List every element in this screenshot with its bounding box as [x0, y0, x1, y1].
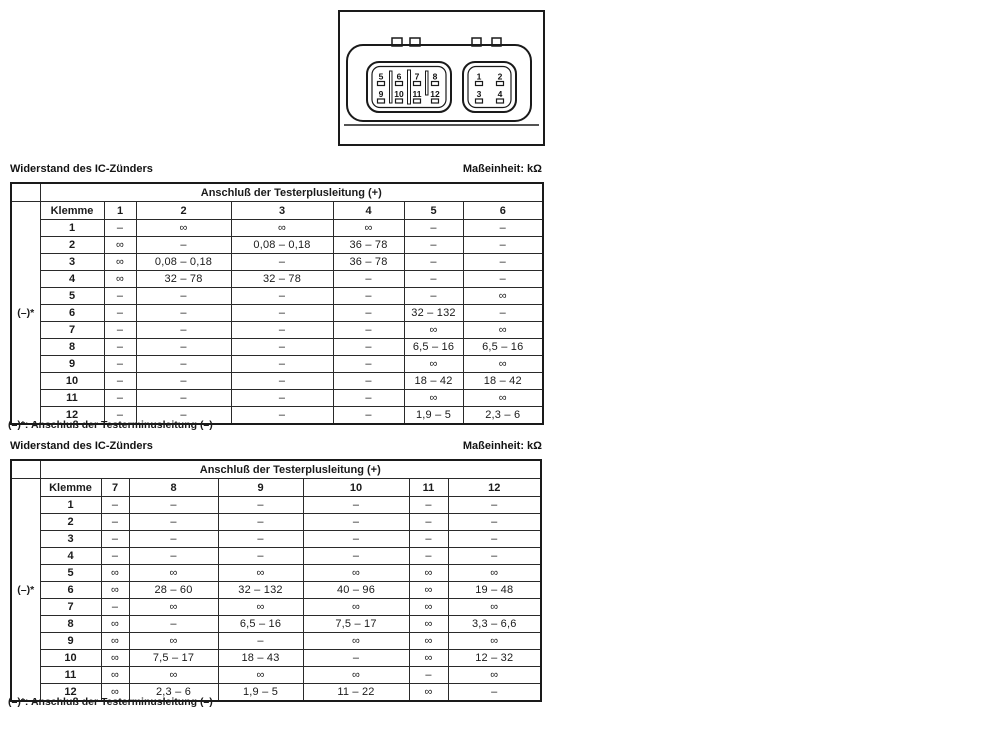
value-cell: 2,3 – 6	[129, 684, 218, 702]
value-cell: –	[218, 497, 303, 514]
value-cell: 19 – 48	[448, 582, 541, 599]
table1-footnote: (–)*: Anschluß der Testerminusleitung (–)	[8, 419, 213, 431]
column-header: 6	[463, 202, 543, 220]
table-row	[11, 288, 543, 305]
igniter-connector-drawing	[340, 12, 543, 144]
value-cell: 1,9 – 5	[218, 684, 303, 702]
value-cell: 2,3 – 6	[463, 407, 543, 425]
column-header: 4	[333, 202, 404, 220]
corner-cell	[11, 460, 40, 479]
value-cell: ∞	[218, 599, 303, 616]
value-cell: –	[463, 237, 543, 254]
table-row	[11, 548, 541, 565]
section1-title-row	[10, 163, 542, 175]
table-row	[11, 650, 541, 667]
value-cell: ∞	[448, 667, 541, 684]
klemme-cell: 8	[40, 616, 101, 633]
value-cell: –	[333, 390, 404, 407]
resistance-table-2	[10, 459, 542, 702]
klemme-cell: 1	[40, 220, 104, 237]
value-cell: –	[303, 650, 409, 667]
value-cell: ∞	[463, 288, 543, 305]
table-row	[11, 322, 543, 339]
value-cell: –	[136, 407, 231, 425]
value-cell: ∞	[333, 220, 404, 237]
table-row	[11, 305, 543, 322]
value-cell: ∞	[404, 390, 463, 407]
pin-number: 4	[497, 89, 503, 99]
klemme-cell: 6	[40, 582, 101, 599]
table-row	[11, 390, 543, 407]
value-cell: –	[231, 322, 333, 339]
connector-diagram	[338, 10, 545, 146]
pin	[497, 82, 504, 86]
pin-number: 12	[430, 89, 440, 99]
value-cell: –	[129, 514, 218, 531]
value-cell: ∞	[409, 599, 448, 616]
value-cell: –	[104, 305, 136, 322]
value-cell: ∞	[448, 565, 541, 582]
table-row	[11, 633, 541, 650]
pin-number: 7	[414, 71, 420, 82]
column-header: 11	[409, 479, 448, 497]
klemme-cell: 6	[40, 305, 104, 322]
value-cell: –	[129, 531, 218, 548]
value-cell: 7,5 – 17	[129, 650, 218, 667]
value-cell: 3,3 – 6,6	[448, 616, 541, 633]
klemme-cell: 11	[40, 667, 101, 684]
table-row	[11, 271, 543, 288]
value-cell: ∞	[404, 356, 463, 373]
table-row	[11, 373, 543, 390]
pin-number: 5	[378, 71, 384, 82]
value-cell: –	[303, 497, 409, 514]
value-cell: ∞	[101, 633, 129, 650]
value-cell: –	[404, 271, 463, 288]
pin	[396, 82, 403, 86]
resistance-table-1	[10, 182, 544, 425]
value-cell: –	[104, 339, 136, 356]
value-cell: 0,08 – 0,18	[231, 237, 333, 254]
klemme-cell: 4	[40, 548, 101, 565]
span-header-row	[11, 183, 543, 202]
value-cell: –	[101, 531, 129, 548]
pin-number: 6	[396, 71, 402, 82]
value-cell: 32 – 132	[404, 305, 463, 322]
value-cell: ∞	[404, 322, 463, 339]
pin-number: 11	[412, 89, 422, 99]
value-cell: 11 – 22	[303, 684, 409, 702]
column-header-row	[11, 202, 543, 220]
klemme-cell: 5	[40, 288, 104, 305]
value-cell: 36 – 78	[333, 237, 404, 254]
value-cell: –	[231, 390, 333, 407]
value-cell: –	[129, 497, 218, 514]
pin	[414, 99, 421, 103]
value-cell: –	[136, 237, 231, 254]
span-header: Anschluß der Testerplusleitung (+)	[40, 183, 543, 202]
value-cell: –	[104, 288, 136, 305]
value-cell: –	[129, 616, 218, 633]
value-cell: –	[231, 407, 333, 425]
value-cell: 7,5 – 17	[303, 616, 409, 633]
value-cell: –	[409, 497, 448, 514]
column-header: 3	[231, 202, 333, 220]
value-cell: –	[333, 288, 404, 305]
klemme-cell: 12	[40, 407, 104, 425]
value-cell: 6,5 – 16	[463, 339, 543, 356]
value-cell: 18 – 42	[463, 373, 543, 390]
column-header: 5	[404, 202, 463, 220]
table-row	[11, 582, 541, 599]
value-cell: –	[231, 373, 333, 390]
section2-unit: Maßeinheit: kΩ	[462, 440, 542, 452]
key-slot	[408, 70, 411, 104]
tester-minus-label: (–)*	[11, 202, 40, 425]
pin-number: 8	[432, 71, 438, 82]
value-cell: –	[333, 339, 404, 356]
table-row	[11, 497, 541, 514]
column-header: 7	[101, 479, 129, 497]
value-cell: 0,08 – 0,18	[136, 254, 231, 271]
klemme-cell: 1	[40, 497, 101, 514]
value-cell: ∞	[101, 667, 129, 684]
klemme-cell: 9	[40, 633, 101, 650]
pin	[414, 82, 421, 86]
table-row	[11, 599, 541, 616]
value-cell: –	[409, 531, 448, 548]
value-cell: –	[136, 305, 231, 322]
klemme-cell: 11	[40, 390, 104, 407]
pin-number: 3	[476, 89, 482, 99]
value-cell: –	[104, 373, 136, 390]
value-cell: ∞	[101, 582, 129, 599]
value-cell: –	[231, 356, 333, 373]
value-cell: ∞	[101, 684, 129, 702]
value-cell: –	[101, 497, 129, 514]
value-cell: ∞	[409, 633, 448, 650]
value-cell: 36 – 78	[333, 254, 404, 271]
column-header: 1	[104, 202, 136, 220]
span-header: Anschluß der Testerplusleitung (+)	[40, 460, 541, 479]
corner-cell	[11, 183, 40, 202]
value-cell: 32 – 78	[231, 271, 333, 288]
span-header-row	[11, 460, 541, 479]
value-cell: –	[463, 271, 543, 288]
klemme-cell: 2	[40, 514, 101, 531]
value-cell: –	[104, 322, 136, 339]
pin-number: 9	[378, 89, 384, 99]
value-cell: –	[231, 288, 333, 305]
value-cell: –	[463, 254, 543, 271]
tester-minus-label: (–)*	[11, 479, 40, 702]
value-cell: ∞	[409, 684, 448, 702]
pin	[432, 99, 439, 103]
value-cell: 32 – 78	[136, 271, 231, 288]
value-cell: –	[101, 548, 129, 565]
value-cell: –	[333, 305, 404, 322]
pin	[378, 82, 385, 86]
value-cell: –	[448, 684, 541, 702]
pin	[476, 99, 483, 103]
klemme-cell: 12	[40, 684, 101, 702]
value-cell: –	[409, 514, 448, 531]
value-cell: –	[333, 407, 404, 425]
value-cell: –	[448, 514, 541, 531]
table-row	[11, 616, 541, 633]
section1-title: Widerstand des IC-Zünders	[10, 163, 153, 175]
right-connector-outline	[463, 62, 516, 112]
value-cell: –	[409, 667, 448, 684]
klemme-cell: 3	[40, 531, 101, 548]
value-cell: ∞	[303, 667, 409, 684]
value-cell: –	[303, 514, 409, 531]
value-cell: ∞	[129, 667, 218, 684]
column-header: 10	[303, 479, 409, 497]
value-cell: ∞	[409, 616, 448, 633]
value-cell: –	[218, 514, 303, 531]
value-cell: ∞	[129, 633, 218, 650]
key-slot	[390, 71, 393, 103]
value-cell: –	[333, 373, 404, 390]
value-cell: –	[463, 220, 543, 237]
table-row	[11, 237, 543, 254]
value-cell: –	[218, 531, 303, 548]
value-cell: –	[104, 390, 136, 407]
value-cell: 40 – 96	[303, 582, 409, 599]
klemme-cell: 8	[40, 339, 104, 356]
value-cell: ∞	[231, 220, 333, 237]
value-cell: 6,5 – 16	[404, 339, 463, 356]
value-cell: –	[104, 220, 136, 237]
value-cell: –	[136, 288, 231, 305]
value-cell: –	[101, 514, 129, 531]
klemme-cell: 10	[40, 650, 101, 667]
value-cell: –	[104, 356, 136, 373]
value-cell: ∞	[448, 633, 541, 650]
value-cell: ∞	[463, 322, 543, 339]
value-cell: ∞	[218, 667, 303, 684]
klemme-cell: 7	[40, 322, 104, 339]
value-cell: –	[333, 356, 404, 373]
pin	[476, 82, 483, 86]
value-cell: –	[218, 548, 303, 565]
pin	[432, 82, 439, 86]
klemme-cell: 9	[40, 356, 104, 373]
table-row	[11, 667, 541, 684]
column-header-row	[11, 479, 541, 497]
column-header: 12	[448, 479, 541, 497]
key-slot	[426, 71, 429, 95]
table-row	[11, 220, 543, 237]
value-cell: –	[136, 390, 231, 407]
section2-title: Widerstand des IC-Zünders	[10, 440, 153, 452]
pin-number: 10	[394, 89, 404, 99]
section1-unit: Maßeinheit: kΩ	[462, 163, 542, 175]
value-cell: ∞	[104, 271, 136, 288]
pin	[378, 99, 385, 103]
value-cell: ∞	[218, 565, 303, 582]
row-header: Klemme	[40, 479, 101, 497]
value-cell: –	[404, 288, 463, 305]
value-cell: –	[409, 548, 448, 565]
klemme-cell: 7	[40, 599, 101, 616]
value-cell: –	[136, 322, 231, 339]
value-cell: –	[136, 373, 231, 390]
value-cell: ∞	[129, 599, 218, 616]
value-cell: –	[231, 305, 333, 322]
value-cell: –	[218, 633, 303, 650]
value-cell: 6,5 – 16	[218, 616, 303, 633]
pin	[396, 99, 403, 103]
column-header: 8	[129, 479, 218, 497]
klemme-cell: 3	[40, 254, 104, 271]
table-row	[11, 531, 541, 548]
value-cell: –	[448, 497, 541, 514]
value-cell: ∞	[101, 650, 129, 667]
value-cell: ∞	[448, 599, 541, 616]
value-cell: ∞	[101, 616, 129, 633]
value-cell: ∞	[104, 237, 136, 254]
value-cell: 28 – 60	[129, 582, 218, 599]
table2-footnote: (–)*: Anschluß der Testerminusleitung (–)	[8, 696, 213, 708]
value-cell: –	[448, 531, 541, 548]
value-cell: –	[404, 237, 463, 254]
value-cell: ∞	[409, 565, 448, 582]
value-cell: –	[333, 322, 404, 339]
column-header: 9	[218, 479, 303, 497]
value-cell: 1,9 – 5	[404, 407, 463, 425]
klemme-cell: 4	[40, 271, 104, 288]
value-cell: ∞	[409, 650, 448, 667]
value-cell: –	[231, 339, 333, 356]
value-cell: 18 – 42	[404, 373, 463, 390]
value-cell: –	[136, 339, 231, 356]
value-cell: –	[448, 548, 541, 565]
value-cell: ∞	[303, 565, 409, 582]
table-row	[11, 356, 543, 373]
value-cell: 18 – 43	[218, 650, 303, 667]
table-row	[11, 514, 541, 531]
section2-title-row	[10, 440, 542, 452]
pin-number: 2	[497, 71, 503, 82]
value-cell: –	[129, 548, 218, 565]
pin	[497, 99, 504, 103]
column-header: 2	[136, 202, 231, 220]
value-cell: –	[303, 531, 409, 548]
value-cell: ∞	[104, 254, 136, 271]
klemme-cell: 5	[40, 565, 101, 582]
value-cell: –	[136, 356, 231, 373]
klemme-cell: 2	[40, 237, 104, 254]
value-cell: –	[404, 220, 463, 237]
value-cell: –	[404, 254, 463, 271]
value-cell: –	[101, 599, 129, 616]
right-connector-inner	[468, 67, 511, 108]
table-row	[11, 254, 543, 271]
value-cell: 12 – 32	[448, 650, 541, 667]
row-header: Klemme	[40, 202, 104, 220]
value-cell: –	[303, 548, 409, 565]
value-cell: –	[231, 254, 333, 271]
pin-number: 1	[476, 71, 482, 82]
klemme-cell: 10	[40, 373, 104, 390]
value-cell: ∞	[409, 582, 448, 599]
value-cell: ∞	[463, 356, 543, 373]
value-cell: –	[104, 407, 136, 425]
value-cell: ∞	[129, 565, 218, 582]
value-cell: ∞	[101, 565, 129, 582]
value-cell: –	[463, 305, 543, 322]
value-cell: ∞	[463, 390, 543, 407]
table-row	[11, 339, 543, 356]
value-cell: –	[333, 271, 404, 288]
table-row	[11, 565, 541, 582]
value-cell: ∞	[136, 220, 231, 237]
value-cell: 32 – 132	[218, 582, 303, 599]
value-cell: ∞	[303, 633, 409, 650]
value-cell: ∞	[303, 599, 409, 616]
